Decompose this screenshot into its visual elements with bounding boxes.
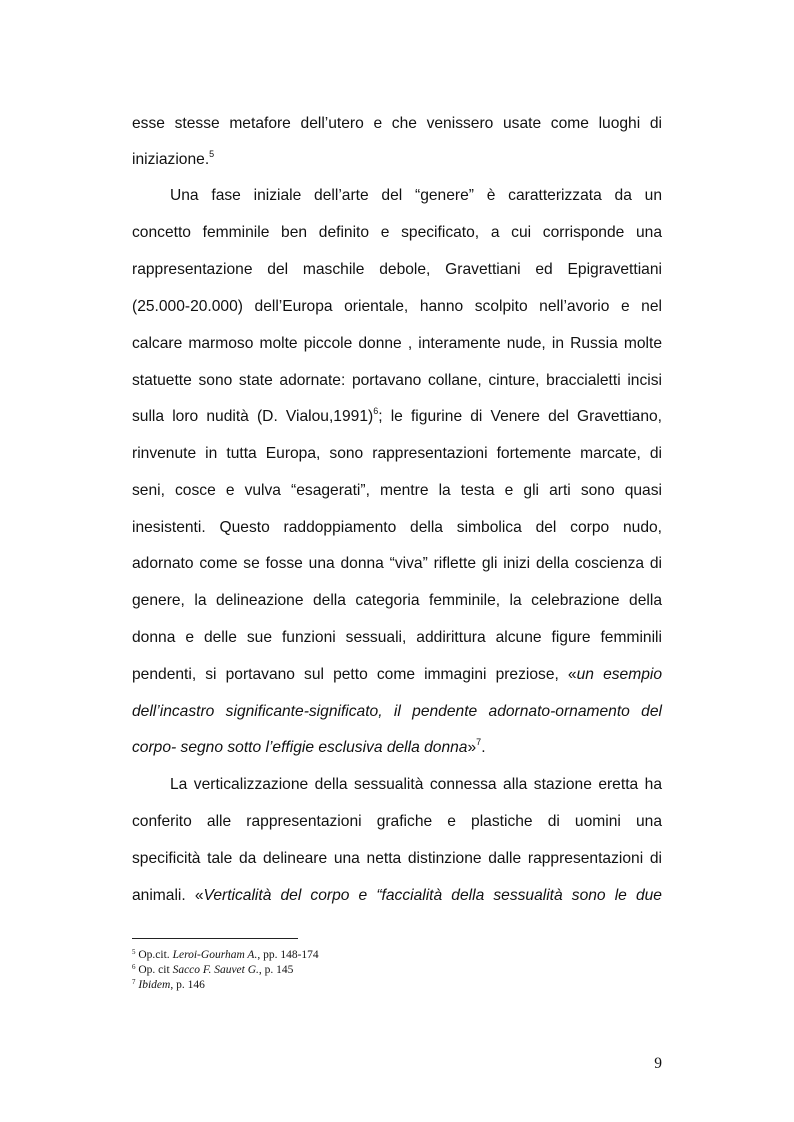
quote-text: corpo- segno sotto l’effigie esclusiva della donna <box>132 739 468 756</box>
body-text: . <box>481 739 486 756</box>
body-line-5: rappresentazione del maschile debole, Gravettiani ed Epigravettiani <box>132 261 662 278</box>
body-line-3: Una fase iniziale dell’arte del “genere” è caratterizzata da un <box>170 187 662 204</box>
footnote-ref-5[interactable]: 5 <box>209 149 215 159</box>
body-line-11: seni, cosce e vulva “esagerati”, mentre la testa e gli arti sono quasi <box>132 482 662 499</box>
footnote-ref-7[interactable]: 7 <box>476 737 482 747</box>
body-text: iniziazione. <box>132 151 210 168</box>
quote-text: un esempio <box>576 666 663 683</box>
body-text: animali. « <box>132 887 204 904</box>
body-text: ; le figurine di Venere del Gravettiano, <box>378 408 662 425</box>
footnote-7 <box>132 978 632 993</box>
body-line-16 <box>132 665 662 685</box>
footnote-pages: , pp. 148-174 <box>257 949 319 961</box>
body-text: » <box>467 739 477 756</box>
body-line-8: statuette sono state adornate: portavano collane, cinture, braccialetti incisi <box>132 372 662 389</box>
body-line-14: genere, la delineazione della categoria femminile, la celebrazione della <box>132 592 662 609</box>
body-line-12: inesistenti. Questo raddoppiamento della simbolica del corpo nudo, <box>132 519 662 536</box>
body-line-10: rinvenute in tutta Europa, sono rappresentazioni fortemente marcate, di <box>132 445 662 462</box>
footnote-separator <box>132 938 298 939</box>
body-text: sulla loro nudità (D. Vialou,1991) <box>132 408 374 425</box>
footnote-text: Op.cit. <box>135 949 173 961</box>
body-line-7: calcare marmoso molte piccole donne , interamente nude, in Russia molte <box>132 335 662 352</box>
footnote-author: Leroi-Gourham A. <box>172 949 258 961</box>
footnote-author: Ibidem <box>138 979 171 991</box>
body-line-6: (25.000-20.000) dell’Europa orientale, hanno scolpito nell’avorio e nel <box>132 298 662 315</box>
footnote-ref-6[interactable]: 6 <box>373 406 379 416</box>
quote-text: Verticalità del corpo e “faccialità della sessualità sono le due <box>203 887 662 904</box>
body-line-22 <box>132 886 662 906</box>
body-line-20: conferito alle rappresentazioni grafiche e plastiche di uomini una <box>132 813 662 830</box>
body-line-18 <box>132 738 662 759</box>
page-number: 9 <box>654 1055 662 1072</box>
footnote-pages: , p. 145 <box>258 964 294 976</box>
body-line-13: adornato come se fosse una donna “viva” riflette gli inizi della coscienza di <box>132 555 662 572</box>
body-text: pendenti, si portavano sul petto come immagini preziose, « <box>132 666 577 683</box>
body-line-1: esse stesse metafore dell’utero e che venissero usate come luoghi di <box>132 115 662 132</box>
body-line-4: concetto femminile ben definito e specificato, a cui corrisponde una <box>132 224 662 241</box>
body-line-2 <box>132 150 662 171</box>
footnote-text: Op. cit <box>135 964 173 976</box>
footnote-6 <box>132 963 632 978</box>
body-line-21: specificità tale da delineare una netta distinzione dalle rappresentazioni di <box>132 850 662 867</box>
footnote-5 <box>132 948 632 963</box>
footnote-author: Sacco F. Sauvet G. <box>172 964 259 976</box>
body-line-15: donna e delle sue funzioni sessuali, addirittura alcune figure femminili <box>132 629 662 646</box>
body-line-19: La verticalizzazione della sessualità connessa alla stazione eretta ha <box>170 776 662 793</box>
footnote-number: 7 <box>132 978 136 986</box>
body-line-17: dell’incastro significante-significato, il pendente adornato-ornamento del <box>132 703 662 720</box>
footnote-number: 5 <box>132 948 136 956</box>
footnote-number: 6 <box>132 963 136 971</box>
body-line-9 <box>132 407 662 428</box>
footnote-pages: , p. 146 <box>170 979 205 991</box>
